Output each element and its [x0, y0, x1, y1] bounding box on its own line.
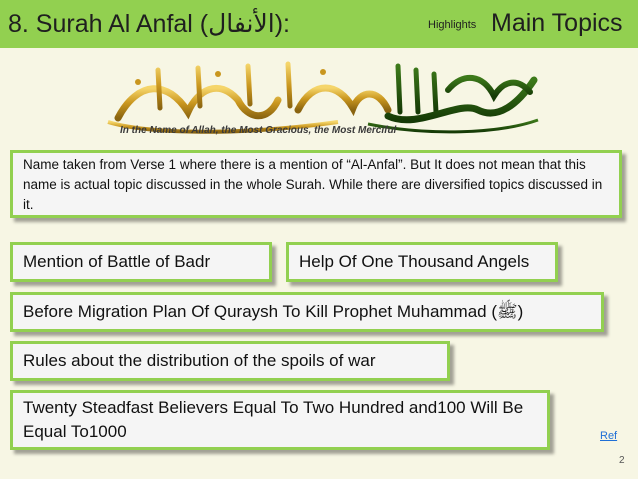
ref-link[interactable]: Ref: [600, 430, 618, 442]
main-topics-label: Main Topics: [491, 9, 623, 37]
topic-steadfast-believers: Twenty Steadfast Believers Equal To Two Hundred and100 Will Be Equal To1000: [10, 390, 550, 450]
slide-title: 8. Surah Al Anfal (الأنفال):: [8, 10, 290, 38]
topic-thousand-angels: Help Of One Thousand Angels: [286, 242, 558, 282]
topic-battle-of-badr: Mention of Battle of Badr: [10, 242, 272, 282]
title-bar: [0, 0, 638, 48]
topic-quraysh-plan: Before Migration Plan Of Quraysh To Kill Prophet Muhammad (ﷺ): [10, 292, 604, 332]
surah-name-explanation: Name taken from Verse 1 where there is a mention of “Al-Anfal”. But It does not mean that this name is actual topic discussed in the whole Surah. While there are diversified topics discussed in it.: [10, 150, 622, 218]
bismillah-caption: In the Name of Allah, the Most Gracious, the Most Merciful: [120, 125, 397, 136]
page-number: 2: [619, 455, 625, 466]
topic-spoils-of-war: Rules about the distribution of the spoils of war: [10, 341, 450, 381]
highlights-label: Highlights: [428, 19, 477, 31]
